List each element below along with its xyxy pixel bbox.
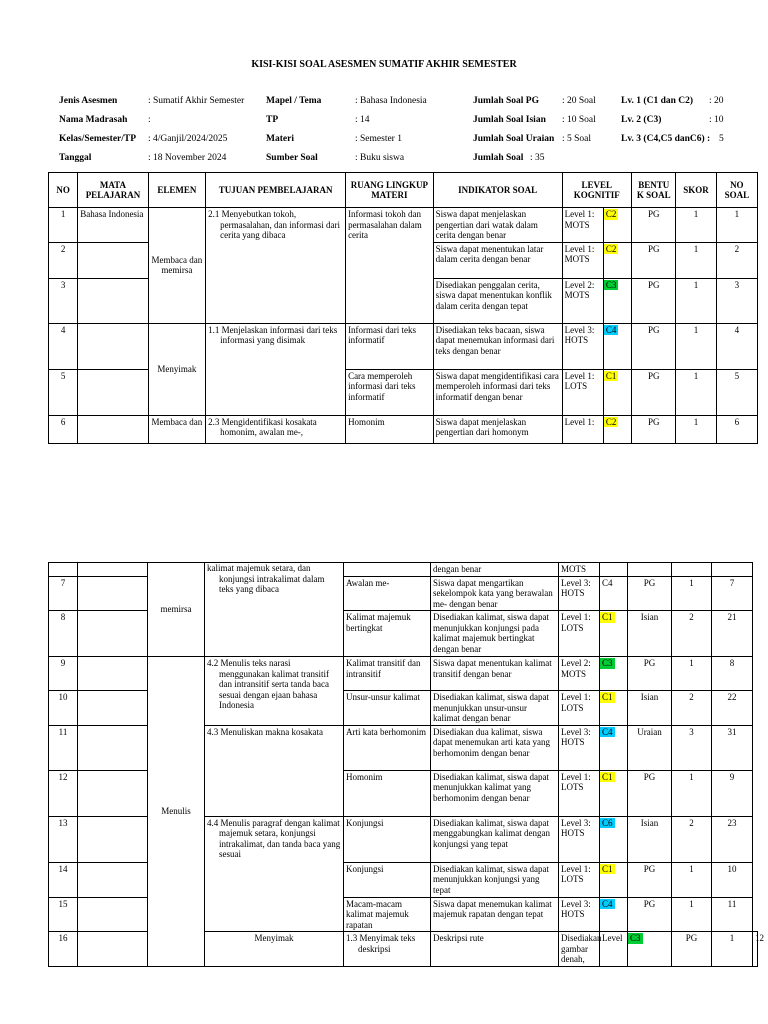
row-nosoal: 2 bbox=[716, 242, 757, 278]
table-row bbox=[49, 323, 758, 369]
mapel-label: Mapel / Tema bbox=[266, 96, 322, 106]
row-mapel bbox=[78, 278, 148, 323]
row-mapel bbox=[78, 932, 148, 967]
row-skor: 2 bbox=[672, 816, 712, 862]
row-no: 10 bbox=[49, 691, 78, 726]
row-level: Level 1: bbox=[562, 415, 603, 443]
jenis-value: : Sumatif Akhir Semester bbox=[148, 96, 245, 106]
row-skor: 1 bbox=[672, 576, 712, 611]
row-skor: 1 bbox=[672, 862, 712, 897]
row-mapel bbox=[78, 563, 148, 577]
row-bentuk: Isian bbox=[628, 691, 672, 726]
row-nosoal: 6 bbox=[716, 415, 757, 443]
row-bentuk: PG bbox=[632, 278, 676, 323]
row-tujuan: 1.1 Menjelaskan informasi dari teks informasi yang disimak bbox=[206, 323, 346, 415]
row-indikator: Siswa dapat mengartikan sekelompok kata yang berawalan me- dengan benar bbox=[431, 576, 559, 611]
row-bentuk: PG bbox=[632, 323, 676, 369]
row-elemen: Menulis bbox=[148, 657, 205, 967]
materi-value: : Semester 1 bbox=[355, 134, 402, 144]
jumlah-pg-value: : 20 Soal bbox=[562, 96, 596, 106]
row-kognitif bbox=[603, 242, 631, 278]
row-kognitif bbox=[603, 278, 631, 323]
table-header-row bbox=[49, 173, 758, 208]
row-skor: 1 bbox=[712, 932, 753, 967]
header-skor: SKOR bbox=[676, 173, 716, 208]
row-tujuan: 2.1 Menyebutkan tokoh, permasalahan, dan informasi dari cerita yang dibaca bbox=[206, 208, 346, 324]
row-bentuk: PG bbox=[632, 415, 676, 443]
row-no: 3 bbox=[49, 278, 78, 323]
row-mapel bbox=[78, 242, 148, 278]
row-mapel bbox=[78, 691, 148, 726]
row-nosoal: 9 bbox=[712, 770, 753, 816]
row-skor: 1 bbox=[676, 415, 716, 443]
jumlah-soal-value: : 35 bbox=[530, 153, 545, 163]
row-bentuk: PG bbox=[628, 657, 672, 691]
kisi-table-page-1 bbox=[48, 172, 758, 444]
row-level: Level 1: LOTS bbox=[559, 862, 600, 897]
row-level: Level bbox=[600, 932, 628, 967]
row-elemen: Menyimak bbox=[205, 932, 344, 967]
row-indikator: Disediakan dua kalimat, siswa dapat menemukan arti kata yang berhomonim dengan benar bbox=[431, 725, 559, 770]
row-indikator: Siswa dapat menentukan latar dalam cerita dengan benar bbox=[433, 242, 562, 278]
row-kognitif bbox=[603, 369, 631, 415]
level-badge: C3 bbox=[605, 279, 617, 290]
mapel-value: : Bahasa Indonesia bbox=[355, 96, 427, 106]
row-ruang: Unsur-unsur kalimat bbox=[344, 691, 431, 726]
row-indikator: Disediakan teks bacaan, siswa dapat menemukan informasi dari teks dengan benar bbox=[433, 323, 562, 369]
tanggal-value: : 18 November 2024 bbox=[148, 153, 227, 163]
row-skor: 1 bbox=[676, 208, 716, 243]
row-bentuk: PG bbox=[672, 932, 712, 967]
row-tujuan: kalimat majemuk setara, dan konjungsi intrakalimat dalam teks yang dibaca bbox=[205, 563, 344, 657]
row-ruang: Macam-macam kalimat majemuk rapatan bbox=[344, 897, 431, 932]
row-indikator: Disediakan gambar denah, bbox=[559, 932, 600, 967]
row-kognitif bbox=[600, 725, 628, 770]
header-nosoal: NO SOAL bbox=[716, 173, 757, 208]
row-skor: 1 bbox=[676, 369, 716, 415]
row-mapel bbox=[78, 725, 148, 770]
row-no: 5 bbox=[49, 369, 78, 415]
level-badge: C2 bbox=[605, 209, 617, 219]
row-no: 16 bbox=[49, 932, 78, 967]
row-ruang bbox=[344, 563, 431, 577]
lv1-value: : 20 bbox=[709, 96, 724, 106]
row-kognitif bbox=[600, 897, 628, 932]
level-badge: C4 bbox=[602, 898, 613, 909]
row-nosoal: 12 bbox=[753, 932, 758, 967]
row-nosoal: 11 bbox=[712, 897, 753, 932]
row-no: 8 bbox=[49, 611, 78, 657]
row-tujuan: 4.2 Menulis teks narasi menggunakan kalimat transitif dan intransitif serta tanda baca sesuai dengan ejaan bahasa Indonesia bbox=[205, 657, 344, 726]
row-nosoal: 23 bbox=[712, 816, 753, 862]
row-bentuk: PG bbox=[632, 369, 676, 415]
row-kognitif bbox=[600, 691, 628, 726]
header-elemen: ELEMEN bbox=[148, 173, 205, 208]
row-no: 1 bbox=[49, 208, 78, 243]
kelas-label: Kelas/Semester/TP bbox=[59, 134, 137, 144]
row-ruang: Deskripsi rute bbox=[431, 932, 559, 967]
row-mapel bbox=[78, 897, 148, 932]
jumlah-pg-label: Jumlah Soal PG bbox=[473, 96, 539, 106]
row-no: 4 bbox=[49, 323, 78, 369]
row-elemen: Membaca dan bbox=[148, 415, 205, 443]
row-skor: 1 bbox=[672, 770, 712, 816]
row-mapel bbox=[78, 576, 148, 611]
header-no: NO bbox=[49, 173, 78, 208]
row-ruang: Kalimat majemuk bertingkat bbox=[344, 611, 431, 657]
row-indikator: Disediakan kalimat, siswa dapat menggabungkan kalimat dengan konjungsi yang tepat bbox=[431, 816, 559, 862]
row-level: Level 3: HOTS bbox=[559, 576, 600, 611]
row-indikator: Disediakan kalimat, siswa dapat menunjukkan konjungsi yang tepat bbox=[431, 862, 559, 897]
header-tujuan: TUJUAN PEMBELAJARAN bbox=[206, 173, 346, 208]
row-ruang: Homonim bbox=[344, 770, 431, 816]
row-bentuk bbox=[628, 563, 672, 577]
row-elemen: memirsa bbox=[148, 563, 205, 657]
row-skor: 1 bbox=[672, 657, 712, 691]
document-title: KISI-KISI SOAL ASESMEN SUMATIF AKHIR SEMESTER bbox=[251, 59, 517, 70]
row-no: 6 bbox=[49, 415, 78, 443]
lv3-label: Lv. 3 (C4,C5 danC6) : bbox=[621, 134, 711, 144]
jumlah-isian-value: : 10 Soal bbox=[562, 115, 596, 125]
jumlah-uraian-label: Jumlah Soal Uraian bbox=[473, 134, 555, 144]
row-ruang: Konjungsi bbox=[344, 816, 431, 862]
row-skor: 2 bbox=[672, 611, 712, 657]
row-ruang: Konjungsi bbox=[344, 862, 431, 897]
level-badge: C1 bbox=[605, 370, 617, 381]
row-mapel bbox=[78, 657, 148, 691]
row-bentuk: PG bbox=[628, 862, 672, 897]
row-skor: 1 bbox=[676, 323, 716, 369]
row-indikator: Siswa dapat mengidentifikasi cara memperoleh informasi dari teks informatif dengan benar bbox=[433, 369, 562, 415]
row-no: 14 bbox=[49, 862, 78, 897]
level-badge: C3 bbox=[602, 658, 613, 668]
row-kognitif bbox=[603, 415, 631, 443]
row-no: 7 bbox=[49, 576, 78, 611]
jenis-label: Jenis Asesmen bbox=[59, 96, 118, 106]
row-mapel bbox=[78, 816, 148, 862]
row-nosoal: 7 bbox=[712, 576, 753, 611]
table-row bbox=[49, 415, 758, 443]
table-row-continuation bbox=[49, 563, 758, 577]
row-skor bbox=[672, 563, 712, 577]
level-badge: C1 bbox=[602, 692, 613, 702]
jumlah-uraian-value: : 5 Soal bbox=[562, 134, 592, 144]
level-badge: C1 bbox=[602, 863, 613, 874]
level-badge: C2 bbox=[605, 243, 617, 254]
kisi-table-page-2 bbox=[48, 562, 764, 967]
row-nosoal: 21 bbox=[712, 611, 753, 657]
header-level: LEVEL KOGNITIF bbox=[562, 173, 631, 208]
kelas-value: : 4/Ganjil/2024/2025 bbox=[148, 134, 228, 144]
level-badge: C1 bbox=[602, 612, 613, 622]
row-level: MOTS bbox=[559, 563, 600, 577]
row-kognitif bbox=[600, 657, 628, 691]
madrasah-label: Nama Madrasah bbox=[59, 115, 128, 125]
row-indikator: Disediakan kalimat, siswa dapat menunjukkan kalimat yang berhomonim dengan benar bbox=[431, 770, 559, 816]
row-nosoal: 8 bbox=[712, 657, 753, 691]
row-tujuan: 2.3 Mengidentifikasi kosakata homonim, awalan me-, bbox=[206, 415, 346, 443]
row-kognitif bbox=[600, 563, 628, 577]
jumlah-soal-label: Jumlah Soal bbox=[473, 153, 524, 163]
row-level: Level 3: HOTS bbox=[559, 816, 600, 862]
sumber-label: Sumber Soal bbox=[266, 153, 318, 163]
row-kognitif bbox=[603, 208, 631, 243]
row-kognitif bbox=[600, 611, 628, 657]
jumlah-isian-label: Jumlah Soal Isian bbox=[473, 115, 546, 125]
lv3-value: 5 bbox=[719, 134, 724, 144]
row-indikator: Siswa dapat menentukan kalimat transitif dengan benar bbox=[431, 657, 559, 691]
row-skor: 1 bbox=[672, 897, 712, 932]
row-elemen: Menyimak bbox=[148, 323, 205, 415]
madrasah-value: : bbox=[148, 115, 151, 125]
row-no: 12 bbox=[49, 770, 78, 816]
row-ruang: Arti kata berhomonim bbox=[344, 725, 431, 770]
row-tujuan: 1.3 Menyimak teks deskripsi bbox=[344, 932, 431, 967]
row-nosoal: 4 bbox=[716, 323, 757, 369]
lv1-label: Lv. 1 (C1 dan C2) bbox=[621, 96, 694, 106]
row-indikator: Siswa dapat menjelaskan pengertian dari homonym bbox=[433, 415, 562, 443]
row-level: Level 1: LOTS bbox=[559, 611, 600, 657]
row-indikator: Siswa dapat menjelaskan pengertian dari watak dalam cerita dengan benar bbox=[433, 208, 562, 243]
level-badge: C4 bbox=[602, 726, 613, 737]
row-tujuan: 4.4 Menulis paragraf dengan kalimat majemuk setara, konjungsi intrakalimat, dan tanda baca yang sesuai bbox=[205, 816, 344, 932]
row-level: Level 3: HOTS bbox=[559, 897, 600, 932]
row-nosoal: 3 bbox=[716, 278, 757, 323]
level-badge: C4 bbox=[602, 577, 613, 588]
row-skor: 3 bbox=[672, 725, 712, 770]
tanggal-label: Tanggal bbox=[59, 153, 92, 163]
row-tujuan: 4.3 Menuliskan makna kosakata bbox=[205, 725, 344, 816]
row-mapel bbox=[78, 611, 148, 657]
row-kognitif bbox=[600, 862, 628, 897]
row-nosoal: 22 bbox=[712, 691, 753, 726]
row-no: 11 bbox=[49, 725, 78, 770]
row-level: Level 3: HOTS bbox=[562, 323, 603, 369]
row-elemen: Membaca dan memirsa bbox=[148, 208, 205, 324]
row-nosoal: 1 bbox=[716, 208, 757, 243]
row-nosoal: 31 bbox=[712, 725, 753, 770]
row-no: 9 bbox=[49, 657, 78, 691]
row-ruang: Awalan me- bbox=[344, 576, 431, 611]
header-ruang: RUANG LINGKUP MATERI bbox=[346, 173, 434, 208]
row-bentuk: PG bbox=[628, 897, 672, 932]
row-level: Level 2: MOTS bbox=[562, 278, 603, 323]
sumber-value: : Buku siswa bbox=[355, 153, 405, 163]
row-no: 2 bbox=[49, 242, 78, 278]
row-nosoal bbox=[712, 563, 753, 577]
row-indikator: Disediakan kalimat, siswa dapat menunjukkan konjungsi pada kalimat majemuk bertingkat dengan benar bbox=[431, 611, 559, 657]
table-row bbox=[49, 657, 758, 691]
row-mapel bbox=[78, 770, 148, 816]
row-nosoal: 10 bbox=[712, 862, 753, 897]
materi-label: Materi bbox=[266, 134, 294, 144]
row-skor: 2 bbox=[672, 691, 712, 726]
level-badge: C1 bbox=[602, 771, 613, 782]
row-no bbox=[49, 563, 78, 577]
level-badge: C3 bbox=[630, 933, 641, 943]
row-indikator: Disediakan kalimat, siswa dapat menunjukkan unsur-unsur kalimat dengan benar bbox=[431, 691, 559, 726]
row-no: 15 bbox=[49, 897, 78, 932]
header-indikator: INDIKATOR SOAL bbox=[433, 173, 562, 208]
row-kognitif bbox=[603, 323, 631, 369]
header-mapel: MATA PELAJARAN bbox=[78, 173, 148, 208]
level-badge: C2 bbox=[605, 416, 617, 427]
row-level: Level 3: HOTS bbox=[559, 725, 600, 770]
table-row bbox=[49, 208, 758, 243]
row-level: Level 1: MOTS bbox=[562, 242, 603, 278]
row-mapel bbox=[78, 369, 148, 415]
row-bentuk: PG bbox=[632, 208, 676, 243]
row-bentuk: Isian bbox=[628, 611, 672, 657]
row-ruang: Informasi tokoh dan permasalahan dalam cerita bbox=[346, 208, 434, 324]
row-mapel bbox=[78, 323, 148, 369]
lv2-value: : 10 bbox=[709, 115, 724, 125]
row-bentuk: PG bbox=[628, 576, 672, 611]
row-ruang: Homonim bbox=[346, 415, 434, 443]
row-bentuk: PG bbox=[632, 242, 676, 278]
row-level: Level 1: LOTS bbox=[562, 369, 603, 415]
row-level: Level 1: LOTS bbox=[559, 691, 600, 726]
row-skor: 1 bbox=[676, 278, 716, 323]
lv2-label: Lv. 2 (C3) bbox=[621, 115, 662, 125]
row-no: 13 bbox=[49, 816, 78, 862]
level-badge: C6 bbox=[602, 817, 613, 828]
row-mapel bbox=[78, 415, 148, 443]
row-kognitif bbox=[600, 816, 628, 862]
row-bentuk: Isian bbox=[628, 816, 672, 862]
row-skor: 1 bbox=[676, 242, 716, 278]
row-ruang: Kalimat transitif dan intransitif bbox=[344, 657, 431, 691]
row-level: Level 1: MOTS bbox=[562, 208, 603, 243]
row-bentuk: Uraian bbox=[628, 725, 672, 770]
row-kognitif bbox=[628, 932, 672, 967]
row-ruang: Informasi dari teks informatif bbox=[346, 323, 434, 369]
row-level: Level 2: MOTS bbox=[559, 657, 600, 691]
row-indikator: Disediakan penggalan cerita, siswa dapat menentukan konflik dalam cerita dengan tepat bbox=[433, 278, 562, 323]
row-ruang: Cara memperoleh informasi dari teks informatif bbox=[346, 369, 434, 415]
row-level: Level 1: LOTS bbox=[559, 770, 600, 816]
level-badge: C4 bbox=[605, 324, 617, 335]
row-bentuk: PG bbox=[628, 770, 672, 816]
row-kognitif bbox=[600, 576, 628, 611]
tp-label: TP bbox=[266, 115, 279, 125]
row-mapel bbox=[78, 862, 148, 897]
row-indikator: dengan benar bbox=[431, 563, 559, 577]
row-mapel: Bahasa Indonesia bbox=[78, 208, 148, 243]
row-indikator: Siswa dapat menemukan kalimat majemuk rapatan dengan tepat bbox=[431, 897, 559, 932]
row-nosoal: 5 bbox=[716, 369, 757, 415]
tp-value: : 14 bbox=[355, 115, 370, 125]
header-bentuk: BENTU K SOAL bbox=[632, 173, 676, 208]
row-kognitif bbox=[600, 770, 628, 816]
